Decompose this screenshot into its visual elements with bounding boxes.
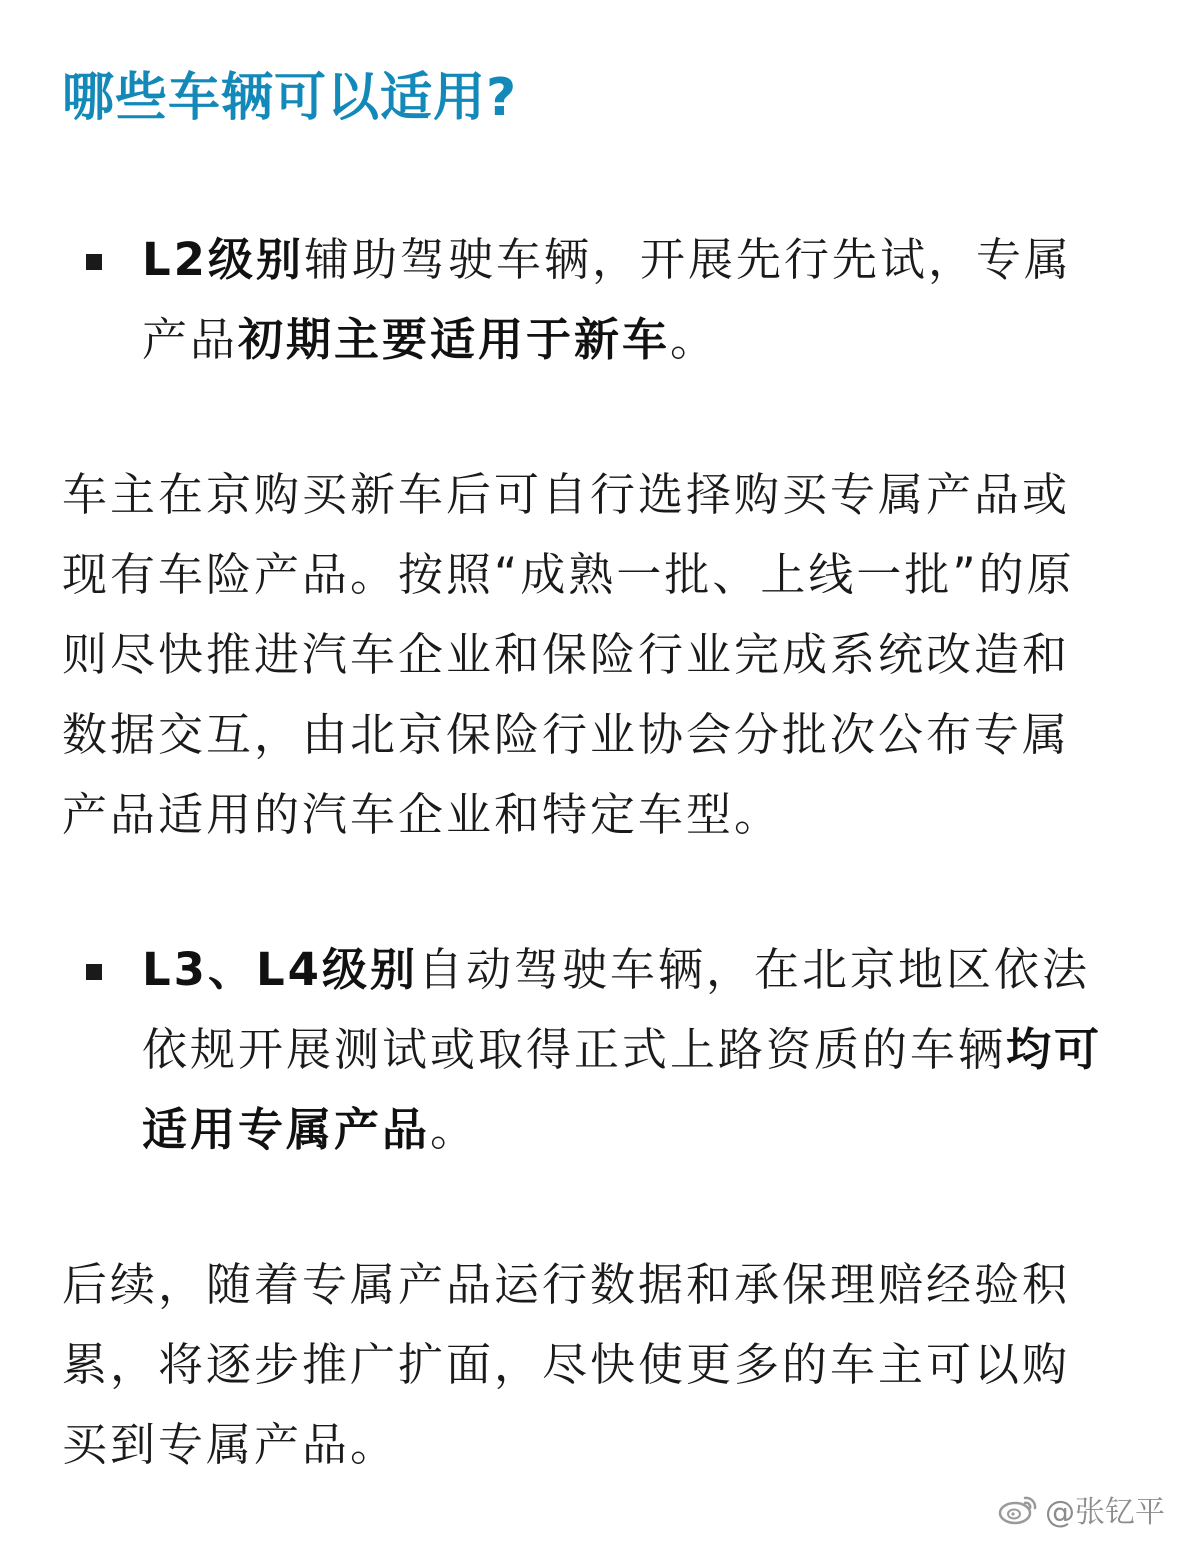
bullet-l2-bold-scope: 初期主要适用于新车 — [238, 313, 671, 366]
section-heading: 哪些车辆可以适用? — [62, 68, 518, 128]
bullet-square-icon — [86, 964, 102, 980]
paragraph-future-expansion: 后续，随着专属产品运行数据和承保理赔经验积累，将逐步推广扩面，尽快使更多的车主可以购买到专属产品。 — [62, 1258, 1071, 1471]
bullet-item-l3-l4 — [86, 930, 1117, 1170]
watermark — [997, 1487, 1165, 1531]
bullet-l3-bold-level: L3、L4级别 — [142, 943, 418, 996]
paragraph-purchase-rules: 车主在京购买新车后可自行选择购买专属产品或现有车险产品。按照“成熟一批、上线一批”的原则尽快推进汽车企业和保险行业完成系统改造和数据交互，由北京保险行业协会分批次公布专属产品适用的汽车企业和特定车型。 — [62, 468, 1075, 841]
bullet-l2-bold-level: L2级别 — [142, 233, 304, 286]
bullet-l3-bold-scope: 均可适用专属产品 — [142, 1023, 1103, 1156]
bullet-l3-text: 自动驾驶车辆，在北京地区依法依规开展测试或取得正式上路资质的车辆 — [142, 943, 1090, 1076]
bullet-item-l2 — [86, 220, 1117, 380]
weibo-icon — [997, 1492, 1039, 1526]
bullet-l2-end: 。 — [670, 313, 719, 366]
watermark-text: @张钇平 — [1045, 1495, 1165, 1530]
bullet-square-icon — [86, 254, 102, 270]
bullet-l2-text: 辅助驾驶车辆，开展先行先试，专属产品 — [142, 233, 1073, 366]
bullet-l3-end: 。 — [430, 1103, 479, 1156]
